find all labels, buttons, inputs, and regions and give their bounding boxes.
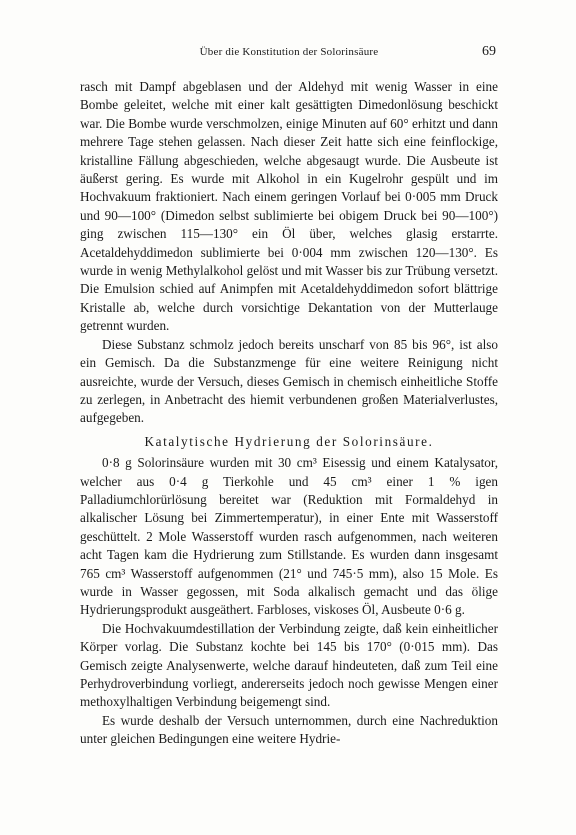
main-text <box>80 78 498 749</box>
page-number: 69 <box>482 44 496 59</box>
book-page <box>80 44 498 749</box>
paragraph: Es wurde deshalb der Versuch unternommen, durch eine Nachreduktion unter gleichen Bedingungen eine weitere Hydrie- <box>80 712 498 747</box>
paragraph: rasch mit Dampf abgeblasen und der Aldehyd mit wenig Wasser in eine Bombe geleitet, welche mit einer kalt gesättigten Dimedonlösung beschickt war. Die Bombe wurde verschmolzen, einige Minuten auf 60° erhitzt und dann mehrere Tage stehen gelassen. Nach dieser Zeit hatte sich eine feinflockige, kristalline Fällung abgeschieden, welche abgesaugt wurde. Die Ausbeute ist äußerst gering. Es wurde mit Alkohol in ein Kugelrohr gespült und im Hochvakuum fraktioniert. Nach einem geringen Vorlauf bei 0·005 mm Druck und 90—100° (Dimedon selbst sublimierte bei obigem Druck bei 90—100°) ging zwischen 115—130° ein Öl über, welches glasig erstarrte. Acetaldehyddimedon sublimierte bei 0·004 mm zwischen 120—130°. Es wurde in wenig Methylalkohol gelöst und mit Wasser bis zur Trübung versetzt. Die Emulsion schied auf Animpfen mit Acetaldehyddimedon sofort blättrige Kristalle ab, welche durch vorsichtige Dekantation von der Mutterlauge getrennt wurden. <box>80 79 498 334</box>
paragraph: Diese Substanz schmolz jedoch bereits unscharf von 85 bis 96°, ist also ein Gemisch. Da die Substanzmenge für eine weitere Reinigung nicht ausreichte, wurde der Versuch, dieses Gemisch in chemisch einheitliche Stoffe zu zerlegen, in Anbetracht des hiemit verbundenen großen Materialverlustes, aufgegeben. <box>80 336 498 426</box>
paragraph: Die Hochvakuumdestillation der Verbindung zeigte, daß kein einheitlicher Körper vorlag. Die Substanz kochte bei 145 bis 170° (0·015 mm). Das Gemisch zeigte Analysenwerte, welche darauf hindeuteten, daß zum Teil eine Perhydroverbindung vorliegt, andererseits jedoch noch gewisse Mengen einer methoxylhaltigen Verbindung beigemengt sind. <box>80 620 498 710</box>
running-header <box>80 44 498 66</box>
paragraph: 0·8 g Solorinsäure wurden mit 30 cm³ Eisessig und einem Katalysator, welcher aus 0·4 g Tierkohle und 45 cm³ einer 1 % igen Palladiumchlorürlösung bereitet war (Reduktion mit Formaldehyd in alkalischer Lösung bei Zimmertemperatur), in einer Ente mit Wasserstoff geschüttelt. 2 Mole Wasserstoff wurden rasch aufgenommen, nach weiteren acht Tagen kam die Hydrierung zum Stillstande. Es wurden dann insgesamt 765 cm³ Wasserstoff aufgenommen (21° und 745·5 mm), also 15 Mole. Es wurde in Wasser gegossen, mit Soda alkalisch gemacht und das ölige Hydrierungsprodukt ausgeäthert. Farbloses, viskoses Öl, Ausbeute 0·6 g. <box>80 455 498 618</box>
running-title: Über die Konstitution der Solorinsäure <box>199 46 379 58</box>
section-heading: Katalytische Hydrierung der Solorinsäure. <box>144 433 434 449</box>
